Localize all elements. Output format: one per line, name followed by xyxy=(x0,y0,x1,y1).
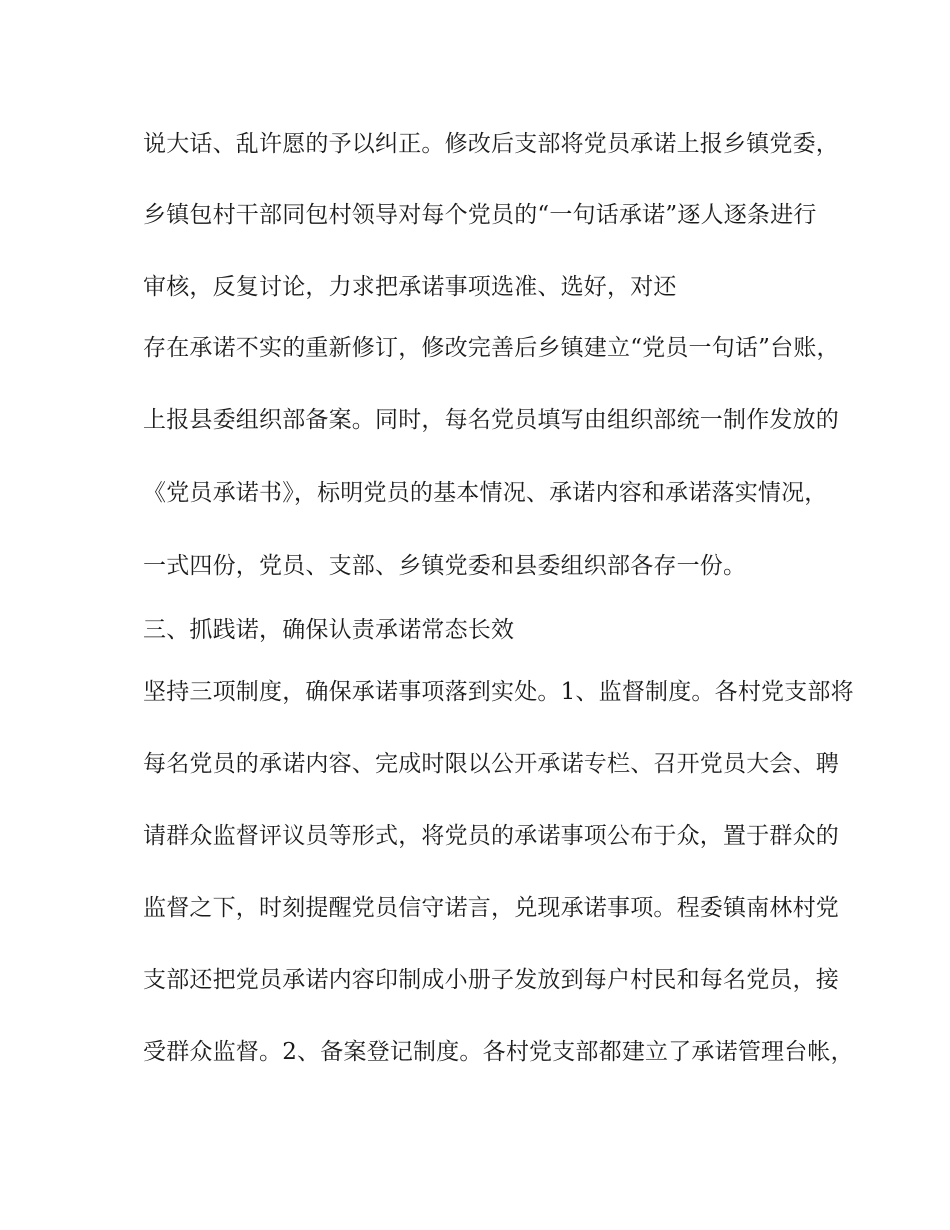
paragraph-line: 存在承诺不实的重新修订，修改完善后乡镇建立“党员一句话”台账， xyxy=(143,335,840,361)
paragraph-line: 坚持三项制度，确保承诺事项落到实处。1、监督制度。各村党支部将 xyxy=(143,679,854,705)
paragraph-line: 请群众监督评议员等形式，将党员的承诺事项公布于众，置于群众的 xyxy=(143,823,839,849)
paragraph-line: 乡镇包村干部同包村领导对每个党员的“一句话承诺”逐人逐条进行 xyxy=(143,202,817,228)
paragraph-line: 上报县委组织部备案。同时，每名党员填写由组织部统一制作发放的 xyxy=(143,407,839,433)
paragraph-line: 《党员承诺书》，标明党员的基本情况、承诺内容和承诺落实情况， xyxy=(143,480,828,506)
paragraph-line: 监督之下，时刻提醒党员信守诺言，兑现承诺事项。程委镇南林村党 xyxy=(143,895,839,921)
paragraph-line: 支部还把党员承诺内容印制成小册子发放到每户村民和每名党员，接 xyxy=(143,967,839,993)
paragraph-line: 受群众监督。2、备案登记制度。各村党支部都建立了承诺管理台帐， xyxy=(143,1039,854,1065)
section-heading: 三、抓践诺，确保认责承诺常态长效 xyxy=(143,617,515,643)
paragraph-line: 说大话、乱许愿的予以纠正。修改后支部将党员承诺上报乡镇党委， xyxy=(143,131,839,157)
paragraph-line: 一式四份，党员、支部、乡镇党委和县委组织部各存一份。 xyxy=(143,553,747,579)
paragraph-line: 每名党员的承诺内容、完成时限以公开承诺专栏、召开党员大会、聘 xyxy=(143,751,839,777)
paragraph-line: 审核，反复讨论，力求把承诺事项选准、选好，对还 xyxy=(143,274,677,300)
